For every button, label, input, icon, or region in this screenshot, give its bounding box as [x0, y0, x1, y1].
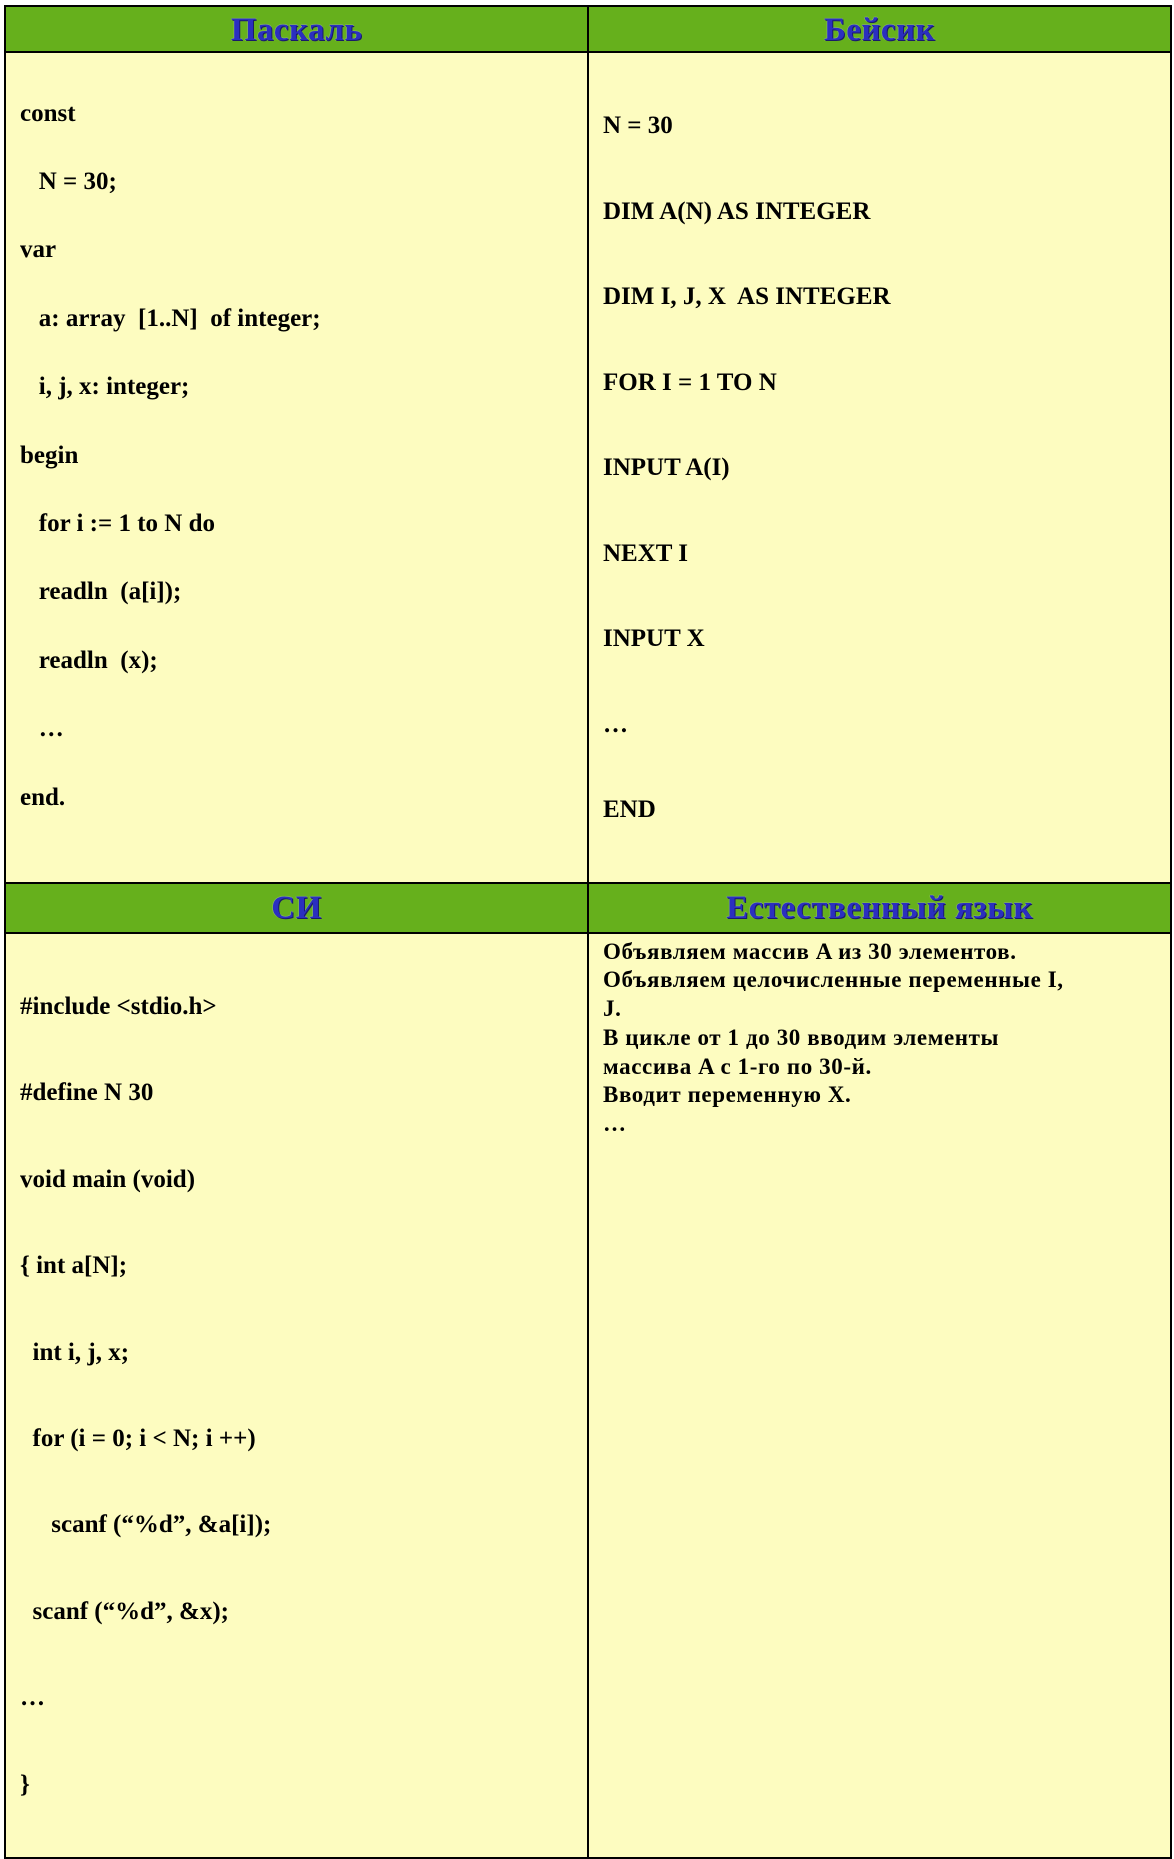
c-line: …	[20, 1684, 45, 1712]
basic-line: END	[603, 796, 656, 823]
pascal-line: i, j, x: integer;	[20, 373, 190, 401]
pascal-code	[6, 53, 587, 855]
c-line: scanf (“%d”, &a[i]);	[20, 1511, 272, 1539]
basic-line: INPUT A(I)	[603, 454, 730, 481]
header-basic: Бейсик	[823, 11, 936, 48]
header-natural: Естественный язык	[726, 890, 1033, 926]
basic-line: DIM I, J, X AS INTEGER	[603, 283, 891, 310]
pascal-line: readln (a[i]);	[20, 578, 182, 606]
header-pascal: Паскаль	[230, 11, 363, 48]
c-line: #include <stdio.h>	[20, 993, 217, 1021]
natural-line: В цикле от 1 до 30 вводим элементы	[603, 1024, 1000, 1050]
code-comparison-table	[4, 5, 1172, 1859]
c-code	[6, 934, 587, 1858]
pascal-line: N = 30;	[20, 167, 117, 195]
natural-text-cell	[588, 933, 1171, 1859]
pascal-line: for i := 1 to N do	[20, 509, 216, 537]
c-line: { int a[N];	[20, 1252, 128, 1280]
natural-line: Объявляем массив A из 30 элементов.	[603, 938, 1017, 964]
natural-line: массива A с 1-го по 30-й.	[603, 1053, 872, 1079]
c-line: scanf (“%d”, &x);	[20, 1597, 230, 1625]
pascal-code-cell	[5, 52, 588, 883]
c-line: #define N 30	[20, 1079, 154, 1107]
basic-code-cell	[588, 52, 1171, 883]
pascal-line: a: array [1..N] of integer;	[20, 304, 321, 332]
pascal-line: const	[20, 99, 76, 127]
c-line: }	[20, 1770, 30, 1798]
pascal-line: readln (x);	[20, 646, 158, 674]
pascal-line: end.	[20, 783, 66, 811]
basic-line: INPUT X	[603, 625, 705, 652]
header-pascal-cell	[5, 6, 588, 52]
natural-line: Объявляем целочисленные переменные I,	[603, 967, 1064, 993]
basic-line: NEXT I	[603, 539, 688, 567]
basic-code	[589, 53, 1170, 882]
natural-line: …	[603, 1111, 627, 1137]
c-line: int i, j, x;	[20, 1338, 130, 1366]
header-c: СИ	[271, 890, 322, 926]
basic-line: N = 30	[603, 112, 673, 139]
c-line: for (i = 0; i < N; i ++)	[20, 1425, 256, 1453]
natural-line: J.	[603, 996, 622, 1022]
pascal-line: …	[20, 715, 64, 743]
basic-line: DIM A(N) AS INTEGER	[603, 197, 871, 225]
basic-line: …	[603, 710, 628, 738]
natural-line: Вводит переменную X.	[603, 1082, 852, 1108]
basic-line: FOR I = 1 TO N	[603, 368, 777, 396]
c-line: void main (void)	[20, 1165, 196, 1193]
c-code-cell	[5, 933, 588, 1859]
header-basic-cell	[588, 6, 1171, 52]
pascal-line: begin	[20, 441, 79, 469]
header-c-cell	[5, 883, 588, 933]
natural-text	[589, 934, 1170, 1140]
header-natural-cell	[588, 883, 1171, 933]
pascal-line: var	[20, 236, 57, 264]
